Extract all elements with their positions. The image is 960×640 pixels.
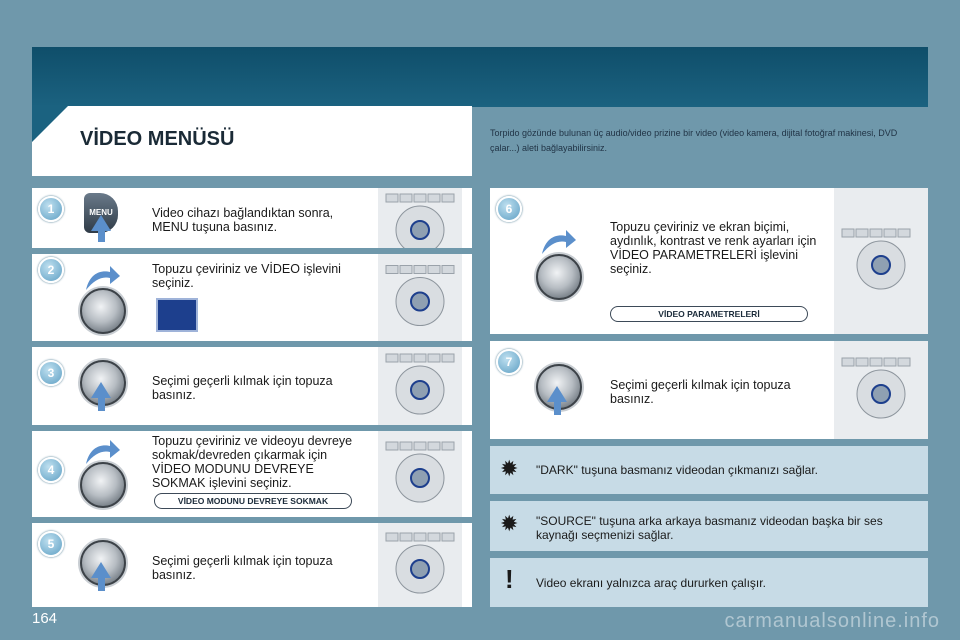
control-panel-2 xyxy=(378,254,462,341)
panel-key xyxy=(414,442,426,450)
panel-key xyxy=(428,533,440,541)
step-5-text: Seçimi geçerli kılmak için topuza basınız. xyxy=(152,554,333,582)
video-parameters-label: VİDEO PARAMETRELERİ xyxy=(610,306,808,322)
panel-key xyxy=(842,229,854,237)
warning-icon: ! xyxy=(505,564,514,594)
header-band xyxy=(32,47,928,107)
control-panel-3 xyxy=(378,347,462,425)
watermark: carmanualsonline.info xyxy=(724,610,940,632)
note-warning-text: Video ekranı yalnızca araç dururken çalışır. xyxy=(536,576,766,590)
panel-knob xyxy=(411,221,429,239)
control-panel-drawing xyxy=(378,347,462,425)
arrow-up-icon xyxy=(91,562,111,578)
panel-key xyxy=(442,442,454,450)
panel-key xyxy=(414,354,426,362)
step-3-badge: 3 xyxy=(38,360,64,386)
panel-key xyxy=(400,442,412,450)
control-panel-drawing xyxy=(834,188,928,334)
arrow-stem xyxy=(98,577,105,591)
panel-key xyxy=(842,358,854,366)
panel-knob xyxy=(411,560,429,578)
panel-key xyxy=(386,194,398,202)
panel-key xyxy=(414,533,426,541)
panel-key xyxy=(400,194,412,202)
intro-text: Torpido gözünde bulunan üç audio/video prizine bir video (video kamera, dijital fotoğraf makinesi, DVD çalar...) aleti bağlayabilirsiniz. xyxy=(490,128,898,153)
panel-key xyxy=(400,533,412,541)
control-panel-4 xyxy=(378,431,462,517)
step-1-badge: 1 xyxy=(38,196,64,222)
arrow-stem xyxy=(98,230,105,242)
panel-key xyxy=(856,358,868,366)
panel-key xyxy=(414,194,426,202)
panel-key xyxy=(870,358,882,366)
panel-key xyxy=(386,266,398,274)
panel-key xyxy=(898,358,910,366)
knob-rotate-icon xyxy=(80,462,126,508)
step-7-badge: 7 xyxy=(496,349,522,375)
control-panel-drawing xyxy=(378,254,462,341)
panel-key xyxy=(428,442,440,450)
step-4-badge: 4 xyxy=(38,457,64,483)
panel-knob xyxy=(872,385,890,403)
control-panel-drawing xyxy=(378,188,462,248)
knob-rotate-icon xyxy=(536,254,582,300)
panel-key xyxy=(428,266,440,274)
arrow-up-icon xyxy=(91,382,111,398)
page-number: 164 xyxy=(32,610,58,627)
arrow-up-icon xyxy=(91,215,111,231)
sun-icon: ✹ xyxy=(500,511,519,536)
panel-key xyxy=(400,354,412,362)
panel-key xyxy=(386,354,398,362)
panel-knob xyxy=(411,293,429,311)
panel-key xyxy=(442,354,454,362)
panel-key xyxy=(386,533,398,541)
step-3-text: Seçimi geçerli kılmak için topuza basınız. xyxy=(152,374,333,402)
step-4-text: Topuzu çeviriniz ve videoyu devreye sokmak/devreden çıkarmak için VİDEO MODUNU DEVREYE SOKMAK işlevini seçiniz. xyxy=(152,434,353,490)
panel-key xyxy=(442,266,454,274)
panel-key xyxy=(414,266,426,274)
control-panel-5 xyxy=(378,523,462,607)
control-panel-drawing xyxy=(834,341,928,439)
control-panel-7 xyxy=(834,341,928,439)
panel-knob xyxy=(411,381,429,399)
step-6-badge: 6 xyxy=(496,196,522,222)
knob-rotate-icon xyxy=(80,288,126,334)
step-1-text: Video cihazı bağlandıktan sonra, MENU tuşuna basınız. xyxy=(152,206,334,234)
control-panel-1 xyxy=(378,188,462,248)
note-source-text: "SOURCE" tuşuna arka arkaya basmanız videodan başka bir ses kaynağı seçmenizi sağlar. xyxy=(536,514,883,542)
step-6-text: Topuzu çeviriniz ve ekran biçimi, aydınlık, kontrast ve renk ayarları için VİDEO PARAMETRELERİ işlevini seçiniz. xyxy=(610,220,817,276)
panel-key xyxy=(442,533,454,541)
page-title: VİDEO MENÜSÜ xyxy=(80,128,235,150)
note-dark-text: "DARK" tuşuna basmanız videodan çıkmanızı sağlar. xyxy=(536,463,818,477)
rotate-arrow-icon xyxy=(540,226,578,256)
arrow-stem xyxy=(98,397,105,411)
arrow-stem xyxy=(554,401,561,415)
panel-key xyxy=(856,229,868,237)
control-panel-drawing xyxy=(378,523,462,607)
panel-knob xyxy=(411,469,429,487)
panel-key xyxy=(428,354,440,362)
step-5-badge: 5 xyxy=(38,531,64,557)
control-panel-drawing xyxy=(378,431,462,517)
step-2-badge: 2 xyxy=(38,257,64,283)
panel-key xyxy=(400,266,412,274)
panel-key xyxy=(428,194,440,202)
panel-key xyxy=(870,229,882,237)
panel-key xyxy=(442,194,454,202)
panel-key xyxy=(898,229,910,237)
control-panel-6 xyxy=(834,188,928,334)
step-7-text: Seçimi geçerli kılmak için topuza basınız. xyxy=(610,378,791,406)
video-mode-label: VİDEO MODUNU DEVREYE SOKMAK xyxy=(154,493,352,509)
panel-key xyxy=(386,442,398,450)
sun-icon: ✹ xyxy=(500,456,519,481)
step-2-text: Topuzu çeviriniz ve VİDEO işlevini seçiniz. xyxy=(152,262,341,290)
panel-key xyxy=(884,358,896,366)
panel-key xyxy=(884,229,896,237)
menu-button-icon: MENU xyxy=(84,193,118,233)
video-cd-icon xyxy=(156,298,198,332)
panel-knob xyxy=(872,256,890,274)
arrow-up-icon xyxy=(547,386,567,402)
